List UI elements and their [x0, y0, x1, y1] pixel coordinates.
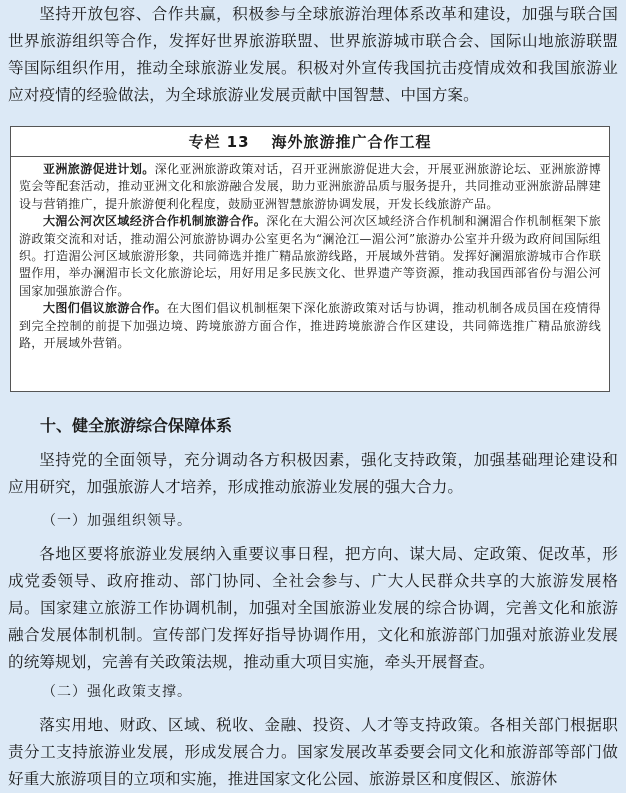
section-paragraph: 坚持党的全面领导，充分调动各方积极因素，强化支持政策，加强基础理论建设和应用研究，加强旅游人才培养，形成推动旅游业发展的强大合力。	[8, 451, 618, 496]
column-box-number: 专栏 13	[188, 133, 250, 151]
section-heading: 十、健全旅游综合保障体系	[40, 416, 233, 435]
column-item-lead: 亚洲旅游促进计划。	[43, 162, 155, 176]
subsection-heading-2: （二）强化政策支撑。	[42, 684, 192, 700]
subsection-paragraph-2: 落实用地、财政、区域、税收、金融、投资、人才等支持政策。各相关部门根据职责分工支持旅游业发展，形成发展合力。国家发展改革委要会同文化和旅游部等部门做好重大旅游项目的立项和实施，推进国家文化公园、旅游景区和度假区、旅游休	[8, 716, 618, 788]
column-item-mekong	[19, 213, 601, 300]
column-box-heading: 海外旅游推广合作工程	[271, 133, 432, 151]
column-item-text: 在大图们倡议机制框架下深化旅游政策对话与协调，推动机制各成员国在疫情得到完全控制的前提下加强边境、跨境旅游方面合作，推进跨境旅游合作区建设，共同筛选推广精品旅游线路，开展域外营销。	[19, 301, 601, 351]
column-box-body	[11, 157, 609, 352]
column-item-text: 深化亚洲旅游政策对话，召开亚洲旅游促进大会，开展亚洲旅游论坛、亚洲旅游博览会等配套活动，推动亚洲文化和旅游融合发展，助力亚洲旅游品质与服务提升，共同推动亚洲旅游品牌建设与营销推广，提升旅游便利化程度，鼓励亚洲智慧旅游协调发展，开发长线旅游产品。	[19, 162, 601, 211]
column-item-asia	[19, 161, 601, 213]
column-item-tumen	[19, 300, 601, 352]
subsection-paragraph-1: 各地区要将旅游业发展纳入重要议事日程，把方向、谋大局、定政策、促改革，形成党委领导、政府推动、部门协同、全社会参与、广大人民群众共享的大旅游发展格局。国家建立旅游工作协调机制，加强对全国旅游业发展的综合协调，完善文化和旅游融合发展体制机制。宣传部门发挥好指导协调作用，文化和旅游部门加强对旅游业发展的统筹规划，完善有关政策法规，推动重大项目实施，牵头开展督查。	[8, 545, 618, 671]
column-item-lead: 大图们倡议旅游合作。	[43, 301, 168, 316]
subsection-heading-1: （一）加强组织领导。	[42, 513, 192, 529]
column-item-lead: 大湄公河次区域经济合作机制旅游合作。	[43, 214, 267, 229]
column-box	[10, 126, 610, 392]
column-item-text: 深化在大湄公河次区域经济合作机制和澜湄合作机制框架下旅游政策交流和对话，推动湄公河旅游协调办公室更名为“澜沧江—湄公河”旅游办公室并升级为政府间国际组织。打造湄公河区域旅游形象，共同筛选并推广精品旅游线路，开展域外营销。发挥好澜湄旅游城市合作联盟作用，举办澜湄市长文化旅游论坛，用好用足多民族文化、世界遗产等资源，推动我国西部省份与湄公河国家加强旅游合作。	[19, 214, 602, 298]
column-box-title	[11, 127, 609, 157]
intro-paragraph: 坚持开放包容、合作共赢，积极参与全球旅游治理体系改革和建设，加强与联合国世界旅游组织等合作，发挥好世界旅游联盟、世界旅游城市联合会、国际山地旅游联盟等国际组织作用，推动全球旅游业发展。积极对外宣传我国抗击疫情成效和我国旅游业应对疫情的经验做法，为全球旅游业发展贡献中国智慧、中国方案。	[8, 5, 618, 104]
